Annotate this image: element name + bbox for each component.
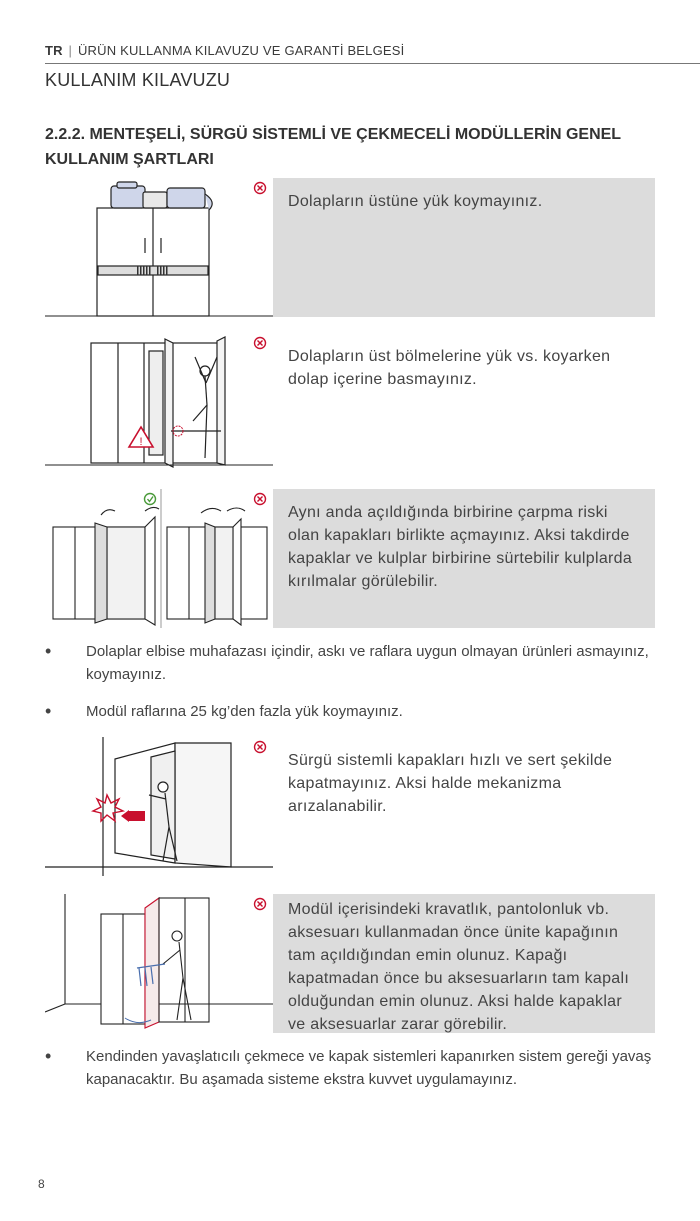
document-title: ÜRÜN KULLANMA KILAVUZU VE GARANTİ BELGESİ xyxy=(77,43,405,58)
warning-text: Modül içerisindeki kravatlık, pantolonluk vb. aksesuarı kullanmadan önce ünite kapağının tam açıldığından emin olunuz. Kapağı kapatmadan önce bu aksesuarların tam kapalı olduğundan emin olunuz. Aksi halde kapaklar ve aksesuarlar zarar görebilir. xyxy=(288,901,630,1033)
document-header xyxy=(45,43,404,58)
warning-panel xyxy=(273,489,655,628)
document-subtitle: KULLANIM KILAVUZU xyxy=(45,70,231,90)
allowed-icon xyxy=(145,494,156,505)
warning-card xyxy=(45,737,655,876)
warning-text: Sürgü sistemli kapakları hızlı ve sert şekilde kapatmayınız. Aksi halde mekanizma arızalanabilir. xyxy=(288,752,613,815)
warning-panel xyxy=(273,333,655,472)
list-item-text: Dolaplar elbise muhafazası içindir, askı ve raflara uygun olmayan ürünleri asmayınız, koymayınız. xyxy=(86,643,649,683)
bullet-icon: • xyxy=(45,641,52,661)
list-item-text: Kendinden yavaşlatıcılı çekmece ve kapak sistemleri kapanırken sistem gereği yavaş kapanacaktır. Bu aşamada sisteme ekstra kuvvet uygulamayınız. xyxy=(86,1048,652,1088)
bullet-icon: • xyxy=(45,1046,52,1066)
forbidden-icon xyxy=(255,338,266,349)
warning-panel xyxy=(273,894,655,1033)
warning-card xyxy=(45,178,655,317)
accessory-use-illustration xyxy=(45,894,273,1033)
warning-panel xyxy=(273,178,655,317)
page-number: 8 xyxy=(38,1177,45,1191)
warning-card xyxy=(45,489,655,628)
forbidden-icon xyxy=(255,899,266,910)
sliding-door-illustration xyxy=(45,737,273,876)
warning-text: Dolapların üst bölmelerine yük vs. koyarken dolap içerine basmayınız. xyxy=(288,348,611,388)
doors-opening-comparison-illustration xyxy=(45,489,273,628)
header-separator: | xyxy=(68,43,73,58)
wardrobe-top-load-illustration xyxy=(45,178,273,317)
section-title: 2.2.2. MENTEŞELİ, SÜRGÜ SİSTEMLİ VE ÇEKMECELİ MODÜLLERİN GENEL KULLANIM ŞARTLARI xyxy=(45,126,621,168)
warning-text: Aynı anda açıldığında birbirine çarpma riski olan kapakları birlikte açmayınız. Aksi takdirde kapaklar ve kulplar birbirine sürtebilir kulplarda kırılmalar görülebilir. xyxy=(288,504,633,590)
language-code: TR xyxy=(45,43,63,58)
warning-card xyxy=(45,894,655,1033)
header-divider xyxy=(45,63,700,64)
warning-card xyxy=(45,333,655,472)
forbidden-icon xyxy=(255,742,266,753)
forbidden-icon xyxy=(255,183,266,194)
bullet-icon: • xyxy=(45,701,52,721)
wardrobe-climbing-illustration xyxy=(45,333,273,472)
forbidden-icon xyxy=(255,494,266,505)
list-item-text: Modül raflarına 25 kg’den fazla yük koymayınız. xyxy=(86,703,403,720)
svg-text:!: ! xyxy=(139,436,143,448)
warning-text: Dolapların üstüne yük koymayınız. xyxy=(288,193,543,210)
warning-panel xyxy=(273,737,655,876)
